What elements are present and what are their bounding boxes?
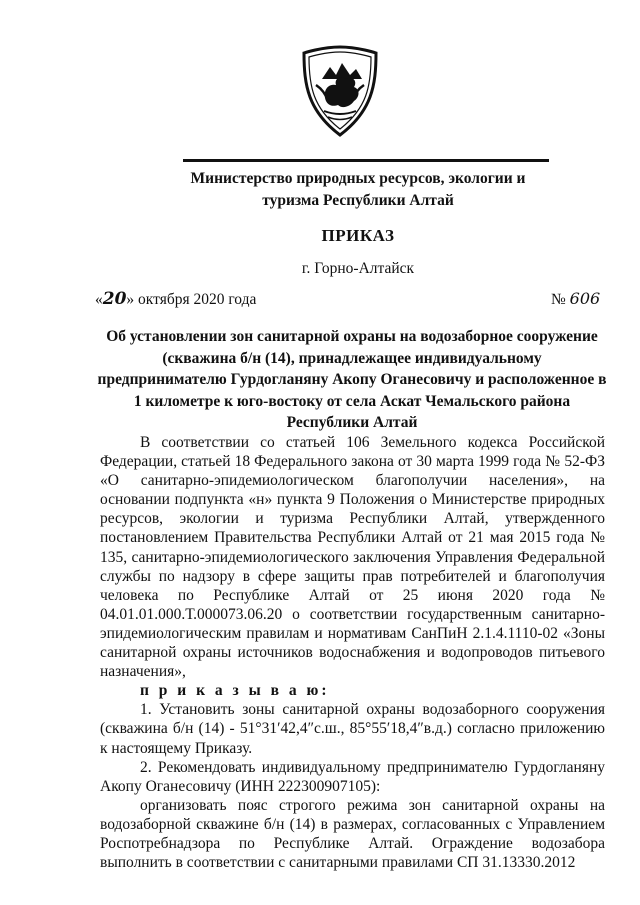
- ministry-line-1: Министерство природных ресурсов, экологии и: [190, 170, 526, 187]
- order-number: [551, 289, 600, 309]
- order-body: [100, 433, 605, 872]
- date-rest: » октября 2020 года: [126, 291, 257, 308]
- handwritten-number: 606: [569, 289, 601, 308]
- order-date: [95, 289, 256, 309]
- order-heading: Об установлении зон санитарной охраны на водозаборное сооружение (скважина б/н (14), принадлежащее индивидуальному предпринимателю Гурдогланяну Акопу Оганесовичу и расположенное в 1 километре к юго-востоку от села Аскат Чемальского района Республики Алтай: [97, 328, 607, 432]
- city-line: г. Горно-Алтайск: [301, 260, 415, 277]
- date-open-quote: «: [95, 291, 103, 308]
- item-2-paragraph: 2. Рекомендовать индивидуальному предпринимателю Гурдогланяну Акопу Оганесовичу (ИНН 222300907105):: [100, 758, 605, 795]
- item-1-paragraph: 1. Установить зоны санитарной охраны водозаборного сооружения (скважина б/н (14) - 51°31′42,4″с.ш., 85°55′18,4″в.д.) согласно приложению к настоящему Приказу.: [100, 701, 605, 757]
- handwritten-day: 20: [102, 289, 127, 309]
- preamble-paragraph: В соответствии со статьей 106 Земельного кодекса Российской Федерации, статьей 18 Федерального закона от 30 марта 1999 года № 52-ФЗ «О санитарно-эпидемиологическом благополучии населения», на основании подпункта «н» пункта 9 Положения о Министерстве природных ресурсов, экологии и туризма Республики Алтай, утвержденного постановлением Правительства Республики Алтай от 21 мая 2015 года № 135, санитарно-эпидемиологического заключения Управления Федеральной службы по надзору в сфере защиты прав потребителей и благополучия человека по Республике Алтай от 25 июня 2020 года № 04.01.01.000.Т.000073.06.20 о соответствии государственным санитарно-эпидемиологическим правилам и нормативам СанПиН 2.1.4.1110-02 «Зоны санитарной охраны источников водоснабжения и водопроводов питьевого назначения»,: [100, 434, 605, 681]
- ministry-line-2: туризма Республики Алтай: [262, 192, 454, 209]
- order-title: ПРИКАЗ: [321, 226, 395, 245]
- number-prefix: №: [551, 291, 566, 308]
- coat-of-arms-icon: [300, 45, 380, 137]
- order-word: п р и к а з ы в а ю:: [140, 682, 330, 700]
- ministry-name: [150, 168, 566, 212]
- header-divider: [183, 159, 549, 162]
- item-2-text-paragraph: организовать пояс строгого режима зон санитарной охраны на водозаборной скважине б/н (14) в размерах, согласованных с Управлением Роспотребнадзора по Республике Алтай. Ограждение водозабора выполнить в соответствии с санитарными правилами СП 31.13330.2012: [100, 796, 605, 872]
